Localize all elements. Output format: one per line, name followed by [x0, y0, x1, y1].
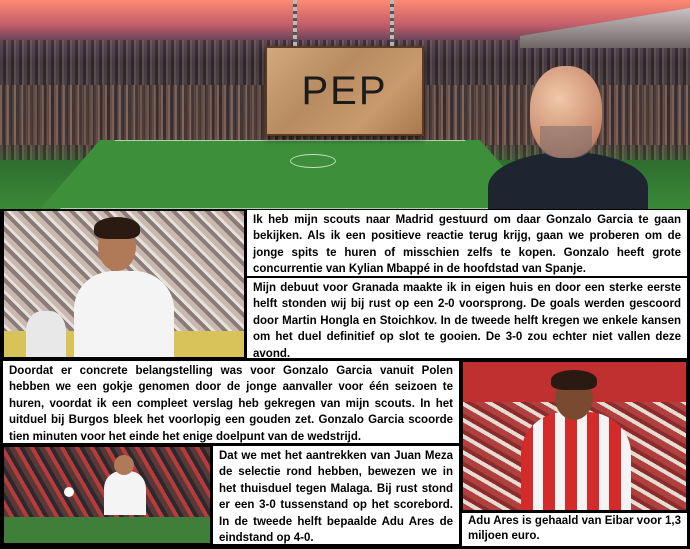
portrait-torso [488, 152, 648, 209]
player-head [114, 455, 134, 475]
header-banner [0, 0, 690, 209]
manager-portrait [478, 60, 690, 209]
wooden-sign [265, 46, 424, 136]
player-hair [94, 217, 140, 239]
text-panel-5: Adu Ares is gehaald van Eibar voor 1,3 miljoen euro. [462, 513, 687, 546]
chain-left [293, 0, 297, 48]
text-panel-4: Dat we met het aantrekken van Juan Meza de selectie rond hebben, bewezen we in het thuisduel tegen Malaga. Bij rust stond er een 3-0 tussenstand op het scorebord. In de tweede helft bepaalde Adu Ares de eindstand op 4-0. [213, 446, 459, 544]
text-panel-1: Ik heb mijn scouts naar Madrid gestuurd om daar Gonzalo Garcia te gaan bekijken. Als ik een positieve reactie terug krijg, gaan we proberen om de jonge spits te huren of misschien zelfs te kopen. Gonzalo heeft grote concurrentie van Kylian Mbappé in de hoofdstad van Spanje. [247, 210, 687, 276]
player-shirt [104, 471, 146, 515]
background-player [26, 311, 66, 358]
player-shirt [74, 271, 174, 358]
football-icon [64, 487, 74, 497]
text-panel-2: Mijn debuut voor Granada maakte ik in eigen huis en door een sterke eerste helft stonden wij bij rust op een 2-0 voorsprong. De goals werden gescoord door Martin Hongla en Stoichkov. In de tweede helft kregen we enkele kansen om het duel definitief op slot te gooien. De 3-0 zou echter niet vallen deze avond. [247, 278, 687, 358]
chain-right [390, 0, 394, 48]
player-hair [551, 370, 597, 390]
photo-gonzalo-garcia [3, 210, 245, 358]
photo-grass [4, 517, 211, 544]
pitch-lines [60, 140, 520, 209]
text-panel-3: Doordat er concrete belangstelling was voor Gonzalo Garcia vanuit Polen hebben we een gokje genomen door de jonge aanvaller voor één seizoen te huren, voordat ik een compleet verslag heb gekregen van mijn scouts. In het uitduel bij Burgos bleek het voorlopig een gouden zet. Gonzalo Garcia scoorde tien minuten voor het einde het enige doelpunt van de wedstrijd. [3, 361, 459, 443]
stadium-roof [520, 8, 690, 48]
photo-adu-ares [462, 361, 687, 511]
portrait-beard [540, 126, 592, 158]
player-shirt [521, 412, 631, 511]
sign-title: PEP [301, 68, 388, 113]
photo-juan-meza [3, 446, 211, 544]
center-circle [290, 154, 336, 168]
